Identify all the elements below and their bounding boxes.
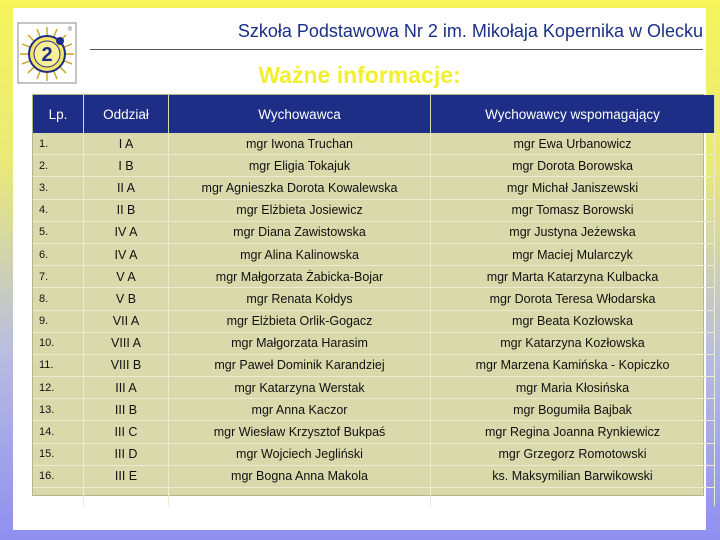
table-header-row [33,95,715,133]
teacher-cell: mgr Wiesław Krzysztof Bukpaś [169,421,431,443]
table-row [33,443,715,465]
table-row [33,288,715,310]
empty-cell [431,488,715,507]
lp-cell: 15. [33,443,84,465]
title-divider [90,49,703,50]
assistant-cell: mgr Beata Kozłowska [431,310,715,332]
class-cell: II B [84,199,169,221]
assistant-cell: mgr Marta Katarzyna Kulbacka [431,266,715,288]
assistant-cell: mgr Maciej Mularczyk [431,243,715,265]
table-row [33,310,715,332]
lp-cell: 8. [33,288,84,310]
teacher-cell: mgr Elżbieta Orlik-Gogacz [169,310,431,332]
school-title: Szkoła Podstawowa Nr 2 im. Mikołaja Kopernika w Olecku [237,21,703,41]
lp-cell: 10. [33,332,84,354]
teacher-cell: mgr Katarzyna Werstak [169,377,431,399]
lp-cell: 14. [33,421,84,443]
teacher-cell: mgr Wojciech Jegliński [169,443,431,465]
class-cell: I B [84,155,169,177]
lp-cell: 7. [33,266,84,288]
assistant-cell: mgr Katarzyna Kozłowska [431,332,715,354]
empty-row [33,488,715,507]
lp-cell: 5. [33,221,84,243]
column-header-class: Oddział [84,95,169,133]
assistant-cell: mgr Maria Kłosińska [431,377,715,399]
teacher-cell: mgr Elżbieta Josiewicz [169,199,431,221]
teacher-cell: mgr Bogna Anna Makola [169,465,431,487]
empty-cell [84,488,169,507]
lp-cell: 12. [33,377,84,399]
table-row [33,133,715,155]
table-body [33,133,715,506]
class-cell: V A [84,266,169,288]
table-row [33,332,715,354]
table-row [33,199,715,221]
assistant-cell: mgr Marzena Kamińska - Kopiczko [431,354,715,376]
column-header-assistant: Wychowawcy wspomagający [431,95,715,133]
table-row [33,465,715,487]
class-teachers-table [32,94,704,496]
class-cell: VIII A [84,332,169,354]
page-heading: Ważne informacje: [258,62,461,88]
lp-cell: 2. [33,155,84,177]
lp-cell: 16. [33,465,84,487]
assistant-cell: mgr Tomasz Borowski [431,199,715,221]
assistant-cell: mgr Dorota Borowska [431,155,715,177]
teacher-cell: mgr Eligia Tokajuk [169,155,431,177]
table-row [33,243,715,265]
lp-cell: 11. [33,354,84,376]
class-cell: III E [84,465,169,487]
assistant-cell: mgr Bogumiła Bajbak [431,399,715,421]
table-row [33,266,715,288]
teacher-cell: mgr Paweł Dominik Karandziej [169,354,431,376]
class-cell: I A [84,133,169,155]
class-cell: III B [84,399,169,421]
table-row [33,354,715,376]
assistant-cell: ks. Maksymilian Barwikowski [431,465,715,487]
assistant-cell: mgr Michał Janiszewski [431,177,715,199]
lp-cell: 4. [33,199,84,221]
teachers-table [33,95,715,506]
class-cell: III D [84,443,169,465]
teacher-cell: mgr Iwona Truchan [169,133,431,155]
teacher-cell: mgr Małgorzata Żabicka-Bojar [169,266,431,288]
empty-cell [169,488,431,507]
class-cell: IV A [84,243,169,265]
lp-cell: 13. [33,399,84,421]
lp-cell: 9. [33,310,84,332]
teacher-cell: mgr Alina Kalinowska [169,243,431,265]
empty-cell [33,488,84,507]
teacher-cell: mgr Renata Kołdys [169,288,431,310]
class-cell: III A [84,377,169,399]
class-cell: V B [84,288,169,310]
teacher-cell: mgr Anna Kaczor [169,399,431,421]
class-cell: VIII B [84,354,169,376]
assistant-cell: mgr Dorota Teresa Włodarska [431,288,715,310]
column-header-lp: Lp. [33,95,84,133]
class-cell: II A [84,177,169,199]
slide [13,8,706,530]
table-row [33,155,715,177]
table-row [33,399,715,421]
teacher-cell: mgr Diana Zawistowska [169,221,431,243]
teacher-cell: mgr Małgorzata Harasim [169,332,431,354]
class-cell: III C [84,421,169,443]
table-row [33,421,715,443]
assistant-cell: mgr Justyna Jeżewska [431,221,715,243]
lp-cell: 3. [33,177,84,199]
lp-cell: 1. [33,133,84,155]
table-row [33,221,715,243]
column-header-teacher: Wychowawca [169,95,431,133]
svg-text:®: ® [67,27,72,33]
assistant-cell: mgr Regina Joanna Rynkiewicz [431,421,715,443]
assistant-cell: mgr Grzegorz Romotowski [431,443,715,465]
class-cell: VII A [84,310,169,332]
assistant-cell: mgr Ewa Urbanowicz [431,133,715,155]
class-cell: IV A [84,221,169,243]
table-row [33,177,715,199]
lp-cell: 6. [33,243,84,265]
logo-number: 2 [41,44,53,66]
teacher-cell: mgr Agnieszka Dorota Kowalewska [169,177,431,199]
table-row [33,377,715,399]
